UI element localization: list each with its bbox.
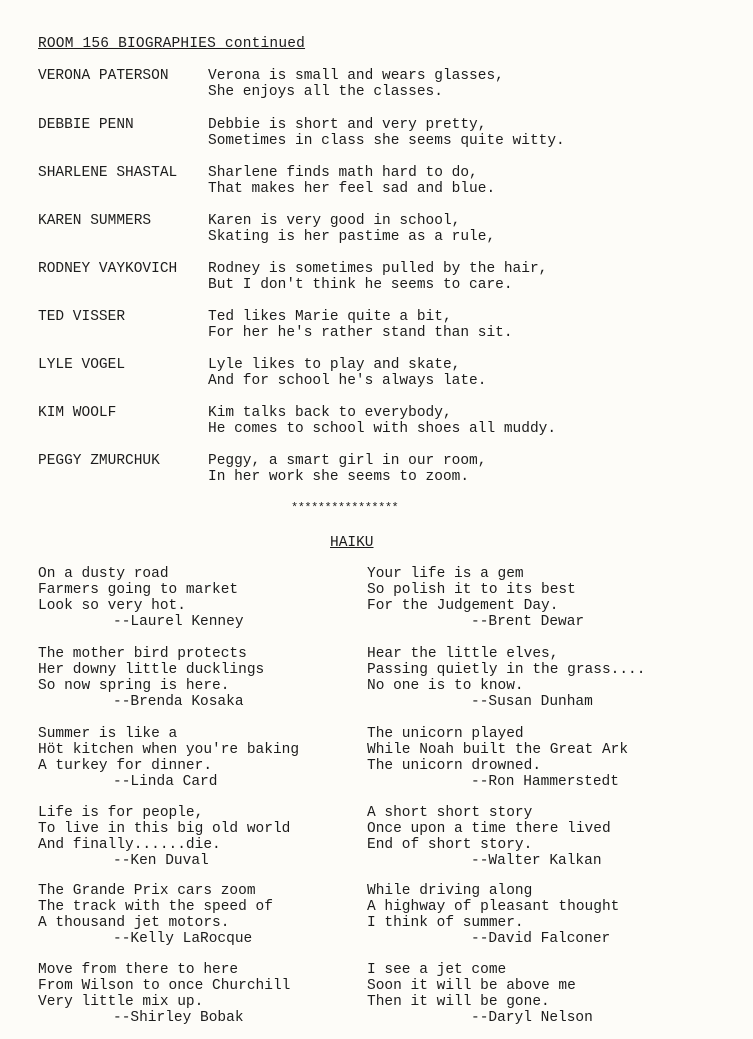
haiku-author: --Ken Duval: [113, 853, 209, 869]
haiku-line: I think of summer.: [367, 915, 524, 931]
haiku-poem: [38, 883, 378, 947]
bio-line: Sometimes in class she seems quite witty.: [208, 133, 565, 149]
haiku-poem: [367, 962, 707, 1026]
bio-line: She enjoys all the classes.: [208, 84, 443, 100]
bio-line: He comes to school with shoes all muddy.: [208, 421, 557, 437]
haiku-line: Passing quietly in the grass....: [367, 662, 646, 678]
haiku-line: For the Judgement Day.: [367, 598, 559, 614]
haiku-line: From Wilson to once Churchill: [38, 978, 291, 994]
haiku-line: A thousand jet motors.: [38, 915, 230, 931]
haiku-line: I see a jet come: [367, 962, 507, 978]
haiku-line: The unicorn drowned.: [367, 758, 542, 774]
haiku-author: --Walter Kalkan: [471, 853, 602, 869]
page-title: ROOM 156 BIOGRAPHIES continued: [38, 36, 306, 52]
haiku-line: While driving along: [367, 883, 533, 899]
haiku-line: While Noah built the Great Ark: [367, 742, 629, 758]
bio-name: DEBBIE PENN: [38, 117, 134, 133]
haiku-line: Soon it will be above me: [367, 978, 576, 994]
haiku-author: --Ron Hammerstedt: [471, 774, 619, 790]
haiku-line: Once upon a time there lived: [367, 821, 611, 837]
haiku-poem: [38, 726, 378, 790]
haiku-author: --Shirley Bobak: [113, 1010, 244, 1026]
haiku-line: No one is to know.: [367, 678, 524, 694]
haiku-poem: [367, 726, 707, 790]
bio-line: And for school he's always late.: [208, 373, 487, 389]
haiku-line: A short short story: [367, 805, 533, 821]
bio-line: Peggy, a smart girl in our room,: [208, 453, 487, 469]
haiku-line: Life is for people,: [38, 805, 204, 821]
bio-name: RODNEY VAYKOVICH: [38, 261, 178, 277]
haiku-line: Very little mix up.: [38, 994, 204, 1010]
bio-line: Lyle likes to play and skate,: [208, 357, 461, 373]
haiku-author: --Linda Card: [113, 774, 218, 790]
bio-line: Verona is small and wears glasses,: [208, 68, 504, 84]
haiku-author: --Brent Dewar: [471, 614, 585, 630]
haiku-line: A highway of pleasant thought: [367, 899, 620, 915]
haiku-line: The track with the speed of: [38, 899, 273, 915]
haiku-line: Farmers going to market: [38, 582, 239, 598]
haiku-line: So now spring is here.: [38, 678, 230, 694]
haiku-line: On a dusty road: [38, 566, 169, 582]
bio-name: VERONA PATERSON: [38, 68, 169, 84]
haiku-author: --Laurel Kenney: [113, 614, 244, 630]
haiku-line: The mother bird protects: [38, 646, 247, 662]
haiku-line: End of short story.: [367, 837, 533, 853]
haiku-line: Look so very hot.: [38, 598, 186, 614]
bio-line: For her he's rather stand than sit.: [208, 325, 513, 341]
haiku-line: Move from there to here: [38, 962, 239, 978]
bio-line: Rodney is sometimes pulled by the hair,: [208, 261, 548, 277]
haiku-line: The Grande Prix cars zoom: [38, 883, 256, 899]
haiku-line: Then it will be gone.: [367, 994, 550, 1010]
haiku-line: The unicorn played: [367, 726, 524, 742]
haiku-line: Höt kitchen when you're baking: [38, 742, 300, 758]
haiku-heading: HAIKU: [330, 535, 374, 551]
bio-name: SHARLENE SHASTAL: [38, 165, 178, 181]
haiku-author: --Daryl Nelson: [471, 1010, 593, 1026]
haiku-line: To live in this big old world: [38, 821, 291, 837]
bio-name: LYLE VOGEL: [38, 357, 126, 373]
bio-line: That makes her feel sad and blue.: [208, 181, 496, 197]
haiku-poem: [367, 883, 707, 947]
haiku-poem: [38, 646, 378, 710]
haiku-author: --Kelly LaRocque: [113, 931, 253, 947]
haiku-line: Summer is like a: [38, 726, 178, 742]
bio-line: In her work she seems to zoom.: [208, 469, 470, 485]
section-separator: ****************: [291, 501, 399, 515]
bio-line: Kim talks back to everybody,: [208, 405, 452, 421]
bio-line: Karen is very good in school,: [208, 213, 461, 229]
bio-name: KIM WOOLF: [38, 405, 117, 421]
haiku-line: Her downy little ducklings: [38, 662, 265, 678]
haiku-poem: [367, 805, 707, 869]
bio-line: Sharlene finds math hard to do,: [208, 165, 478, 181]
haiku-poem: [38, 805, 378, 869]
bio-line: Debbie is short and very pretty,: [208, 117, 487, 133]
haiku-author: --Susan Dunham: [471, 694, 593, 710]
bio-line: But I don't think he seems to care.: [208, 277, 513, 293]
haiku-poem: [367, 646, 707, 710]
haiku-author: --David Falconer: [471, 931, 611, 947]
bio-line: Skating is her pastime as a rule,: [208, 229, 496, 245]
haiku-line: And finally......die.: [38, 837, 221, 853]
haiku-line: A turkey for dinner.: [38, 758, 213, 774]
haiku-line: Your life is a gem: [367, 566, 524, 582]
haiku-author: --Brenda Kosaka: [113, 694, 244, 710]
haiku-poem: [38, 962, 378, 1026]
haiku-poem: [367, 566, 707, 630]
haiku-line: So polish it to its best: [367, 582, 576, 598]
bio-name: TED VISSER: [38, 309, 126, 325]
bio-line: Ted likes Marie quite a bit,: [208, 309, 452, 325]
haiku-poem: [38, 566, 378, 630]
bio-name: PEGGY ZMURCHUK: [38, 453, 160, 469]
haiku-line: Hear the little elves,: [367, 646, 559, 662]
bio-name: KAREN SUMMERS: [38, 213, 152, 229]
